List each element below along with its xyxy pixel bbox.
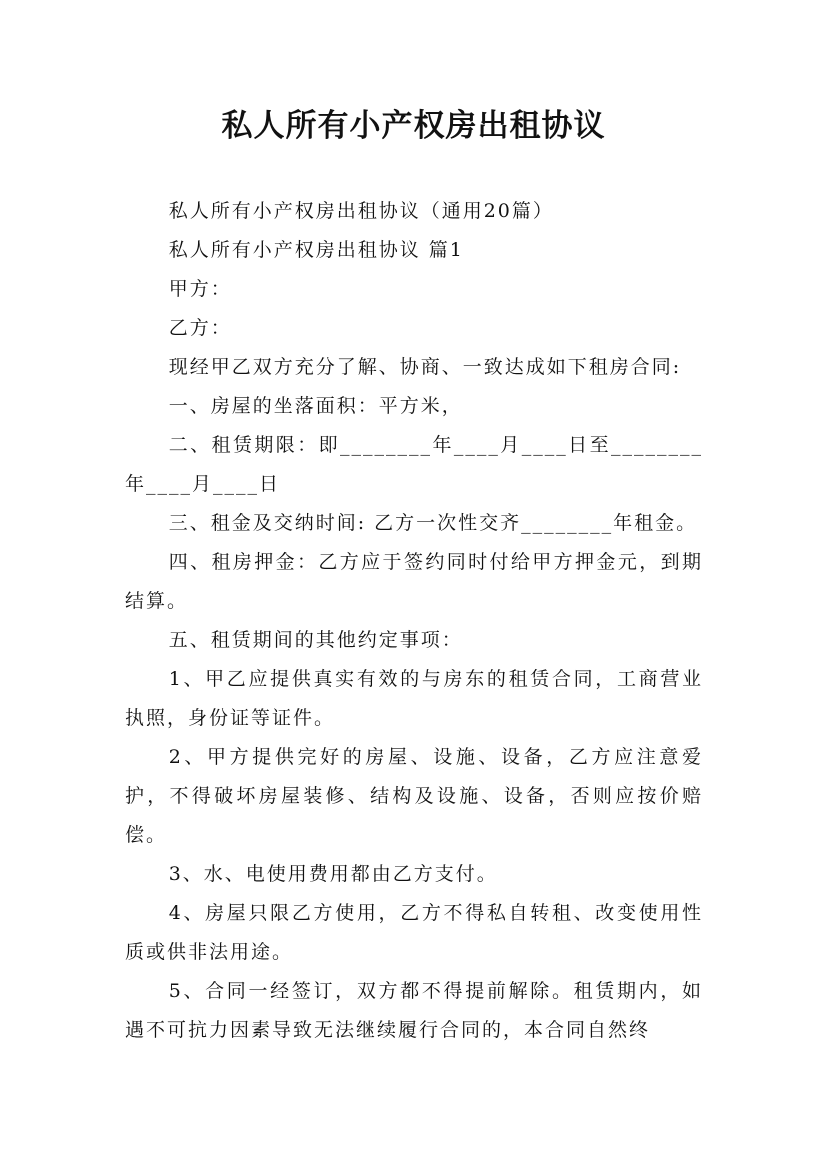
document-body xyxy=(125,192,703,1050)
paragraph-clause-2: 2、甲方提供完好的房屋、设施、设备，乙方应注意爱护，不得破坏房屋装修、结构及设施、设备，否则应按价赔偿。 xyxy=(125,746,703,846)
paragraph-clause-1: 1、甲乙应提供真实有效的与房东的租赁合同，工商营业执照，身份证等证件。 xyxy=(125,668,703,729)
paragraph-other-terms: 五、租赁期间的其他约定事项： xyxy=(168,629,463,651)
paragraph-clause-5: 5、合同一经签订，双方都不得提前解除。租赁期内，如遇不可抗力因素导致无法继续履行合同的，本合同自然终 xyxy=(125,980,703,1041)
paragraph-clause-4: 4、房屋只限乙方使用，乙方不得私自转租、改变使用性质或供非法用途。 xyxy=(125,902,703,963)
document-title: 私人所有小产权房出租协议 xyxy=(221,108,606,144)
paragraph-rent: 三、租金及交纳时间: 乙方一次性交齐________年租金。 xyxy=(168,512,698,534)
paragraph-section-heading: 私人所有小产权房出租协议 篇1 xyxy=(168,239,464,261)
paragraph-intro: 现经甲乙双方充分了解、协商、一致达成如下租房合同: xyxy=(168,356,682,378)
paragraph-party-a: 甲方： xyxy=(168,278,232,300)
paragraph-area: 一、房屋的坐落面积：平方米， xyxy=(168,395,463,417)
paragraph-clause-3: 3、水、电使用费用都由乙方支付。 xyxy=(168,863,498,885)
paragraph-lease-term: 二、租赁期限：即________年____月____日至________年____月____日 xyxy=(125,434,703,495)
paragraph-subtitle: 私人所有小产权房出租协议（通用20篇） xyxy=(168,200,554,222)
paragraph-party-b: 乙方： xyxy=(168,317,232,339)
paragraph-deposit: 四、租房押金：乙方应于签约同时付给甲方押金元，到期结算。 xyxy=(125,551,703,612)
